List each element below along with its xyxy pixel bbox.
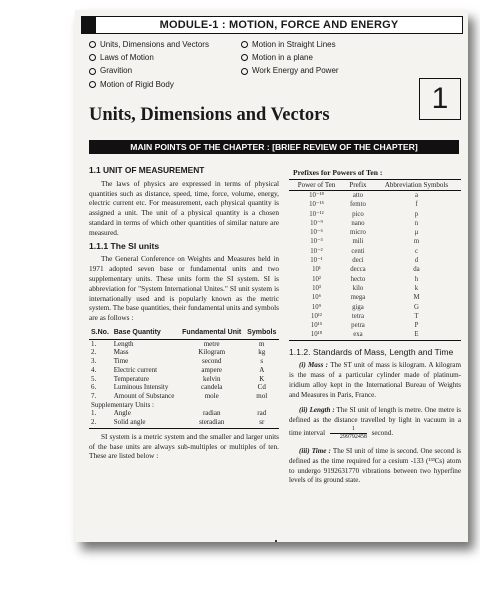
table-row [289, 293, 461, 302]
power-cell: 10⁻⁹ [310, 219, 323, 227]
prefix-cell: mega [350, 294, 366, 302]
table-row: 1. Length metre m [91, 339, 265, 348]
table-row [289, 200, 461, 209]
prefix-cell: nano [351, 219, 365, 227]
col-header-quantity: Base Quantity [112, 327, 179, 339]
table-row [289, 303, 461, 312]
prefixes-title: Prefixes for Powers of Ten : [293, 168, 383, 177]
prefix-cell: hecto [350, 275, 366, 283]
table-row [289, 284, 461, 293]
col-header-sno: S.No. [89, 327, 112, 339]
table-row: 5. Temperature kelvin K [91, 374, 265, 383]
power-cell: 10¹ [312, 266, 321, 274]
symbol-cell: h [414, 275, 419, 283]
topics-left-column [89, 38, 209, 91]
prefix-cell: petra [351, 322, 365, 330]
chapter-number-box: 1 [419, 78, 461, 120]
power-cell: 10³ [312, 284, 321, 292]
symbol-cell: n [414, 219, 419, 227]
power-cell: 10⁻⁶ [310, 229, 323, 237]
prefix-cell: centi [351, 247, 365, 255]
table-row: 3. Time second s [91, 357, 264, 366]
module-header-bar [81, 16, 463, 34]
table-row [289, 312, 461, 321]
prefix-cell: deci [352, 257, 364, 265]
symbol-cell: T [414, 312, 419, 320]
section-text-1-1: The laws of physics are expressed in terms of physical quantities such as distance, speed, time, force, volume, energy, electric current etc. For measurement, each physical quantity is assigned a unit. The unit of a physical quantity is a chosen standard in terms of which other quantities of similar nature are measured. [89, 178, 279, 237]
topics-right-column [241, 38, 339, 78]
section-heading-1-1-2: 1.1.2. Standards of Mass, Length and Time [289, 346, 454, 357]
prefix-cell: exa [344, 330, 372, 340]
length-paragraph [289, 406, 461, 441]
col-header-prefix: Prefix [344, 180, 372, 191]
power-cell: 10⁹ [311, 303, 322, 311]
bullet-icon [241, 54, 248, 61]
length-tail: second. [371, 429, 394, 438]
mass-text: The ST unit of mass is kilogram. A kilogram is the mass of a particular cylinder made of platinum-iridium alloy kept in the International Bureau of Weights and Measures in Paris, France. [289, 361, 461, 399]
power-cell: 10¹² [311, 312, 322, 320]
bullet-icon [89, 54, 96, 61]
fraction-denominator: 299792458 [339, 434, 367, 441]
symbol-cell: da [413, 266, 420, 274]
prefix-cell: femto [350, 201, 366, 209]
table-row: 1. Angle radian rad [91, 409, 267, 418]
power-cell: 10⁶ [311, 294, 322, 302]
bullet-icon [241, 68, 248, 75]
section-heading-1-1-1: 1.1.1 The SI units [89, 240, 160, 251]
power-cell: 10⁻¹ [310, 257, 323, 265]
right-column [289, 168, 461, 492]
power-cell: 10² [312, 275, 321, 283]
table-row: 2. Mass Kilogram kg [91, 348, 266, 357]
prefixes-table [289, 179, 461, 341]
power-cell: 10¹⁵ [310, 322, 323, 330]
bullet-icon [89, 81, 96, 88]
prefix-cell: pico [352, 210, 364, 218]
symbol-cell: p [414, 210, 419, 218]
topic-item: Motion of Rigid Body [89, 78, 209, 91]
topic-item: Motion in Straight Lines [241, 38, 339, 51]
section-heading-1-1: 1.1 UNIT OF MEASUREMENT [89, 165, 205, 175]
symbol-cell: G [414, 303, 419, 311]
col-header-abbreviation: Abbreviation Symbols [372, 180, 461, 191]
prefix-cell: kilo [352, 284, 364, 292]
time-label: (iii) Time : [299, 447, 331, 456]
left-column [89, 166, 279, 465]
symbol-cell: μ [414, 229, 419, 237]
table-row [289, 237, 461, 246]
table-row [89, 401, 279, 410]
power-cell: 10⁻³ [310, 238, 323, 246]
chapter-title: Units, Dimensions and Vectors [89, 105, 330, 125]
length-text: The SI unit of length is metre. One metre is defined as the distance travelled by light in vacuum in a time interval [289, 406, 461, 438]
symbol-cell: M [413, 294, 420, 302]
fraction-numerator: 1 [330, 426, 367, 434]
topic-item: Units, Dimensions and Vectors [89, 38, 209, 51]
mass-paragraph [289, 361, 461, 400]
prefix-cell: giga [352, 303, 364, 311]
power-cell: 10¹⁸ [289, 330, 344, 340]
table-row [289, 228, 461, 237]
book-page [75, 10, 468, 542]
topic-item: Laws of Motion [89, 51, 209, 64]
table-row [289, 265, 461, 274]
table-header-row [89, 327, 279, 339]
power-cell: 10⁻² [310, 247, 323, 255]
table-row: 2. Solid angle steradian sr [91, 418, 265, 427]
section-text-1-1-1: The General Conference on Weights and Measures held in 1971 adopted seven base or fundamental units and two supplementary units. These units form the SI system. SI is abbreviation for "System International Unites." SI unit system is internationally used and is popularly known as the metric system. The base quantities, their fundamental units and symbols are as follows : [89, 254, 279, 323]
symbol-cell: a [414, 192, 418, 199]
power-cell: 10⁻¹² [309, 210, 324, 218]
table-row: 6. Luminous Intensity candela Cd [91, 383, 266, 392]
si-units-table [89, 327, 279, 427]
prefix-cell: micro [350, 229, 366, 237]
prefix-cell: atto [352, 192, 364, 199]
page-mark [275, 540, 277, 542]
table-row [289, 321, 461, 330]
table-header-row [289, 180, 461, 191]
topic-item: Work Energy and Power [241, 64, 339, 77]
bullet-icon [241, 41, 248, 48]
symbol-cell: E [372, 330, 461, 340]
col-header-unit: Fundamental Unit [179, 327, 245, 339]
prefix-cell: decca [350, 266, 366, 274]
symbol-cell: c [414, 247, 418, 255]
module-tab-marker [82, 17, 96, 33]
table-row [289, 219, 461, 228]
table-row [289, 191, 461, 201]
topic-item: Gravition [89, 64, 209, 77]
main-points-banner: MAIN POINTS OF THE CHAPTER : [BRIEF REVIEW OF THE CHAPTER] [89, 140, 459, 154]
bullet-icon [89, 41, 96, 48]
table-bottom-rule [89, 428, 279, 429]
col-header-symbol: Symbols [245, 327, 280, 339]
table-row [289, 330, 461, 340]
table-row [289, 210, 461, 219]
table-row: 4. Electric current ampere A [91, 365, 265, 374]
table-row [289, 275, 461, 284]
mass-label: (i) Mass : [299, 361, 329, 370]
symbol-cell: d [414, 257, 419, 265]
table-row: 7. Amount of Substance mole mol [91, 391, 268, 400]
fraction [330, 426, 367, 441]
col-header-power: Power of Ten [289, 180, 344, 191]
prefix-cell: mili [352, 238, 364, 246]
table-row [289, 247, 461, 256]
table-row [289, 256, 461, 265]
topic-item: Motion in a plane [241, 51, 339, 64]
time-text: The SI unit of time is second. One second is defined as the time required for a cesium -133 (¹³³Cs) atom to undergo 9192631770 vibrations between two hyperfine levels of its ground state. [289, 447, 461, 485]
symbol-cell: k [414, 284, 419, 292]
prefix-cell: tetra [351, 312, 364, 320]
si-metric-text: SI system is a metric system and the smaller and larger units of the base units are always sub-multiples or multiples of ten. These are listed below : [89, 431, 279, 461]
length-label: (ii) Length : [299, 406, 335, 415]
symbol-cell: P [414, 322, 419, 330]
time-paragraph [289, 447, 461, 486]
module-title: MODULE-1 : MOTION, FORCE AND ENERGY [159, 19, 399, 31]
power-cell: 10⁻¹⁸ [309, 192, 324, 199]
bullet-icon [89, 68, 96, 75]
symbol-cell: m [413, 238, 420, 246]
power-cell: 10⁻¹⁵ [309, 201, 324, 209]
supplementary-units-label: Supplementary Units : [91, 400, 154, 409]
symbol-cell: f [415, 201, 418, 209]
